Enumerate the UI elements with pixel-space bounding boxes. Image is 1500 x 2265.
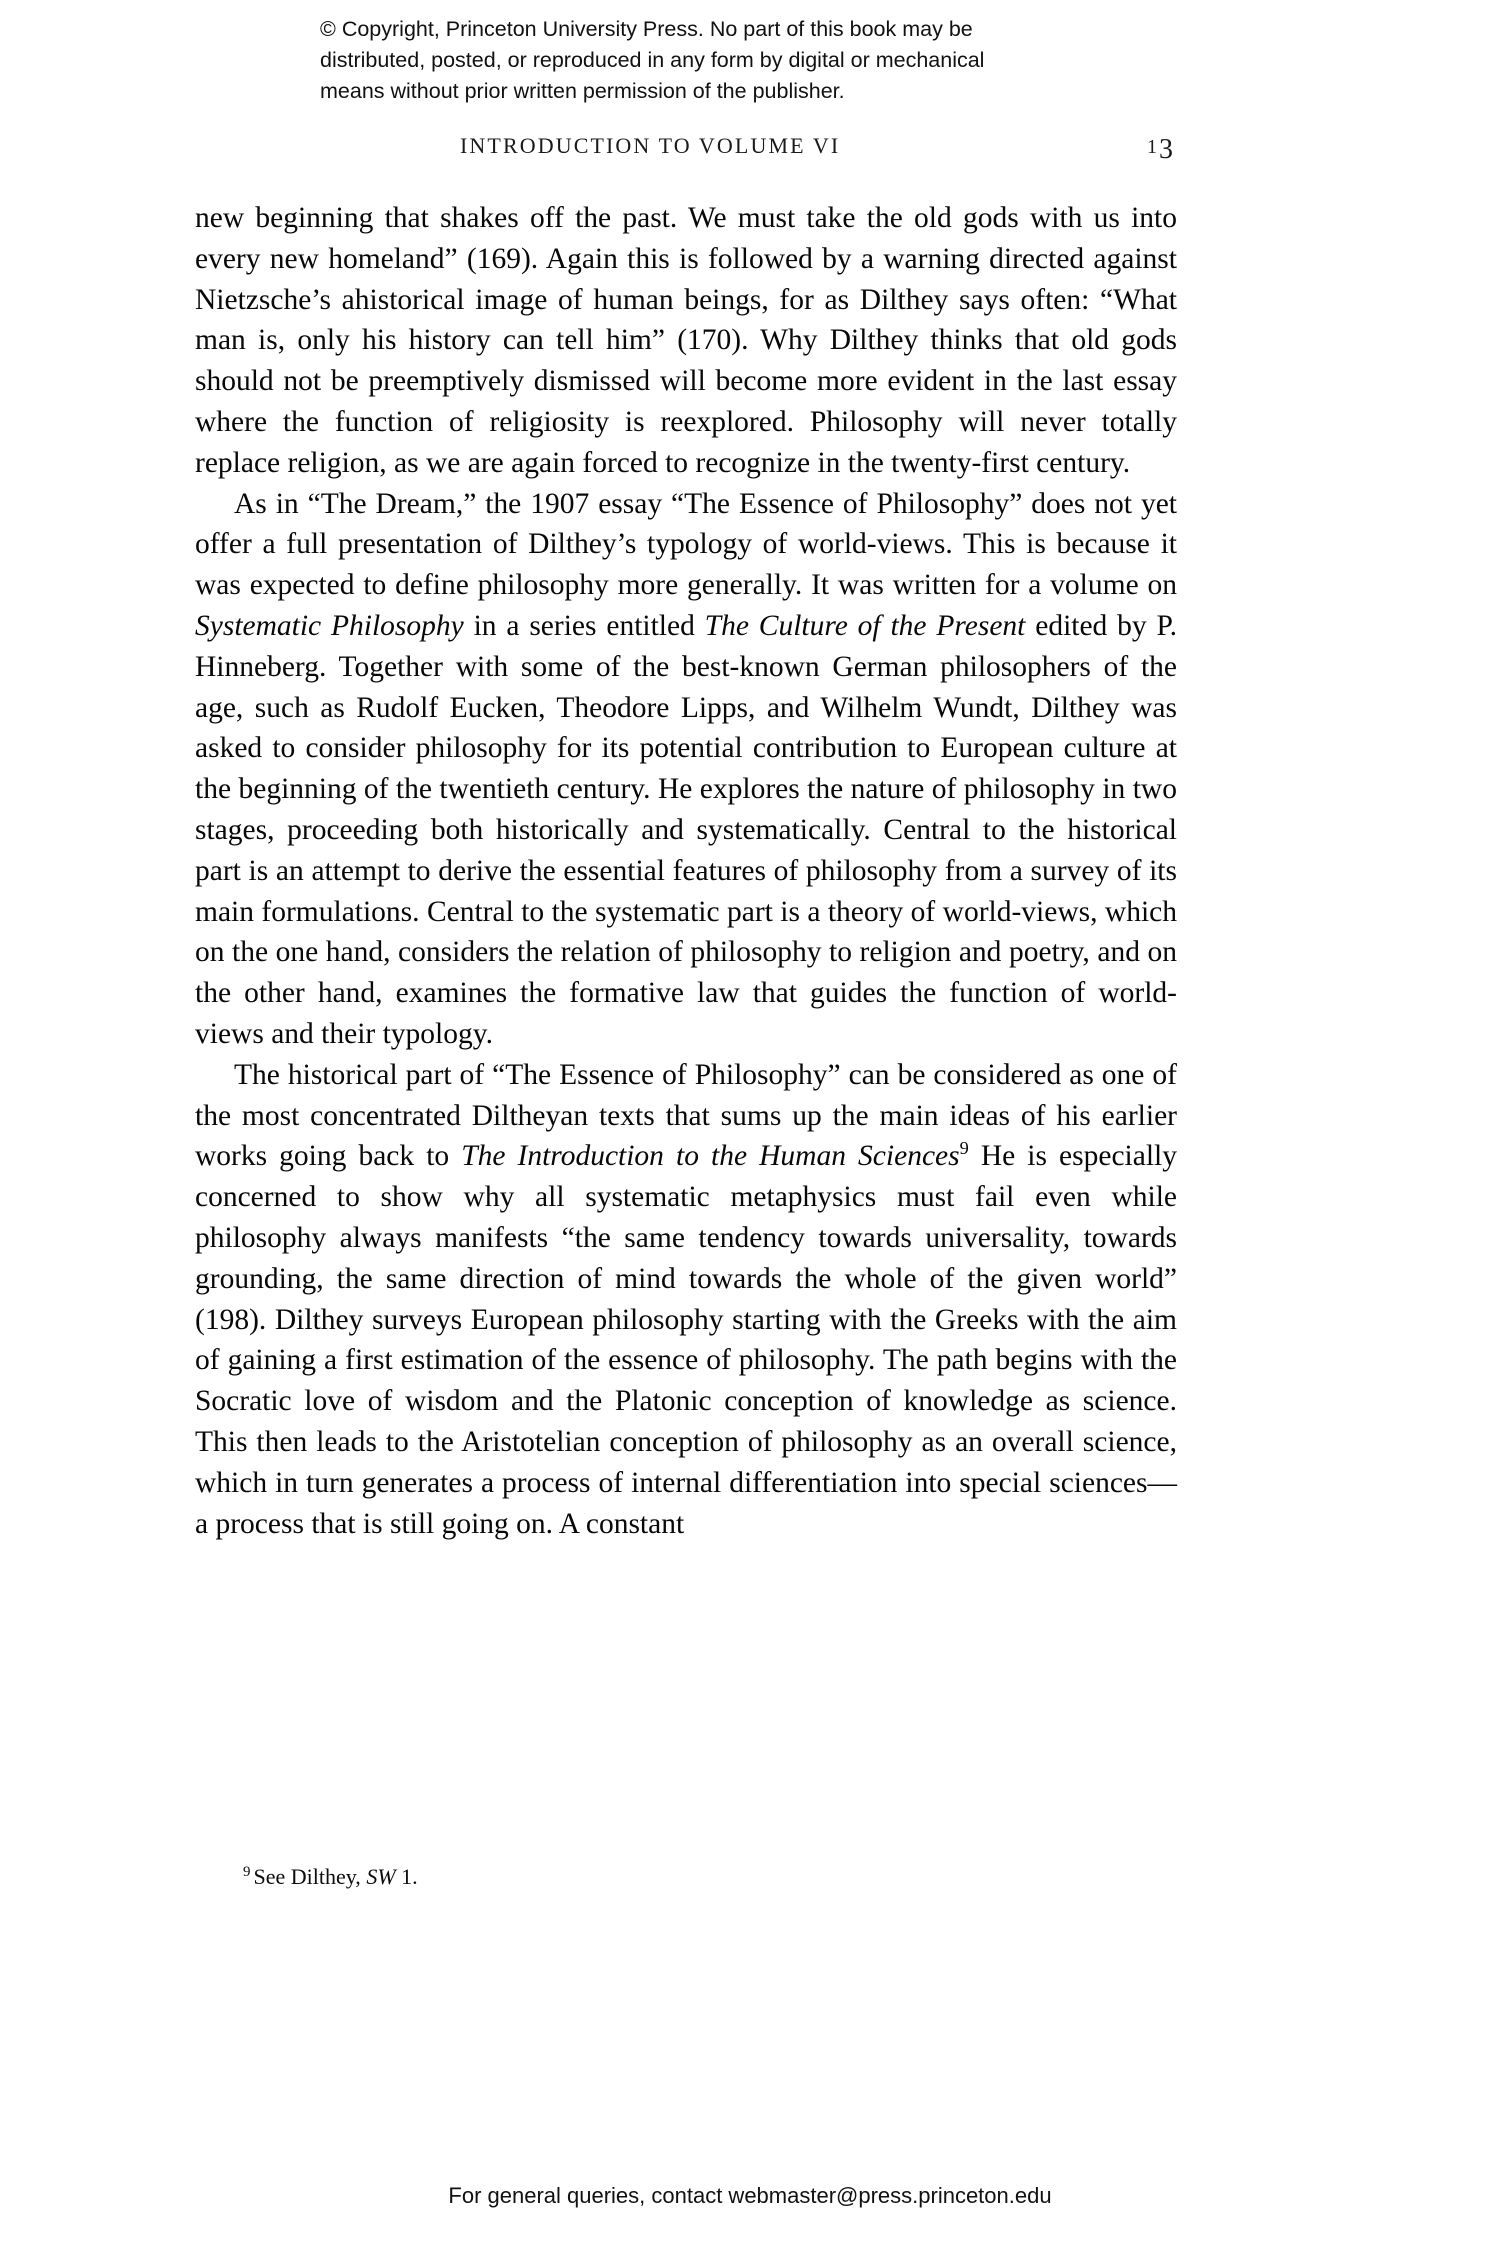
copyright-line-2: distributed, posted, or reproduced in any form by digital or mechanical [320,48,985,72]
footnote-prefix: See Dilthey, [253,1864,367,1889]
copyright-line-1: © Copyright, Princeton University Press. No part of this book may be [320,17,973,41]
italic-run: The Culture of the Present [704,609,1026,642]
copyright-line-3: means without prior written permission of the publisher. [320,79,845,103]
footnote-9 [195,1862,1177,1892]
text-run: new beginning that shakes off the past. We must take the old gods with us into every new homeland” (169). Again this is followed by a warning directed against Nietzsche’s ahistorical image of human beings, for as Dilthey says often: “What man is, only his history can tell him” (170). Why Dilthey thinks that old gods should not be preemptively dismissed will become more evident in the last essay where the function of religiosity is reexplored. Philosophy will never totally replace religion, as we are again forced to recognize in the twenty-first century. [195,202,1177,479]
page-number-digit-first: 1 [1147,136,1159,158]
text-run: He is especially concerned to show why all systematic metaphysics must fail even while philosophy always manifests “the same tendency towards universality, towards grounding, the same direction of mind towards the whole of the given world” (198). Dilthey surveys European philosophy starting with the Greeks with the aim of gaining a first estimation of the essence of philosophy. The path begins with the Socratic love of wisdom and the Platonic conception of knowledge as science. This then leads to the Aristotelian conception of philosophy as an overall science, which in turn generates a process of internal differentiation into special sciences—a process that is still going on. A constant [195,1140,1177,1540]
footer-query-line: For general queries, contact webmaster@press.princeton.edu [448,2183,1052,2208]
paragraph-3 [195,1055,1177,1545]
footnote-suffix: 1. [395,1864,418,1889]
copyright-notice [320,14,1160,107]
text-run: The historical part of “The Essence of Philosophy” can be considered as one of the most concentrated Diltheyan texts that sums up the main ideas of his earlier works going back to [195,1058,1177,1173]
text-run: in a series entitled [463,609,705,642]
footnote-area [195,1862,1177,1892]
body-text-column [195,198,1177,1544]
text-run: edited by P. Hinneberg. Together with some of the best-known German philosophers of the age, such as Rudolf Eucken, Theodore Lipps, and Wilhelm Wundt, Dilthey was asked to consider philosophy for its potential contribution to European culture at the beginning of the twentieth century. He explores the nature of philosophy in two stages, proceeding both historically and systematically. Central to the historical part is an attempt to derive the essential features of philosophy from a survey of its main formulations. Central to the systematic part is a theory of world-views, which on the one hand, considers the relation of philosophy to religion and poetry, and on the other hand, examines the formative law that guides the function of world-views and their typology. [195,609,1178,1050]
running-head-title: INTRODUCTION TO VOLUME VI [460,133,841,158]
running-head [195,133,1175,167]
italic-run: Systematic Philosophy [195,609,464,642]
paragraph-1 [195,198,1177,484]
footnote-marker: 9 [243,1863,251,1880]
paragraph-2 [195,484,1177,1055]
page-number [1147,131,1175,163]
text-run: As in “The Dream,” the 1907 essay “The Essence of Philosophy” does not yet offer a full presentation of Dilthey’s typology of world-views. This is because it was expected to define philosophy more generally. It was written for a volume on [195,487,1177,602]
footnote-ref-marker: 9 [959,1138,969,1159]
italic-run: The Introduction to the Human Sciences [461,1140,960,1173]
footnote-italic-title: SW [366,1864,396,1889]
page-number-digit-second: 3 [1159,134,1175,165]
